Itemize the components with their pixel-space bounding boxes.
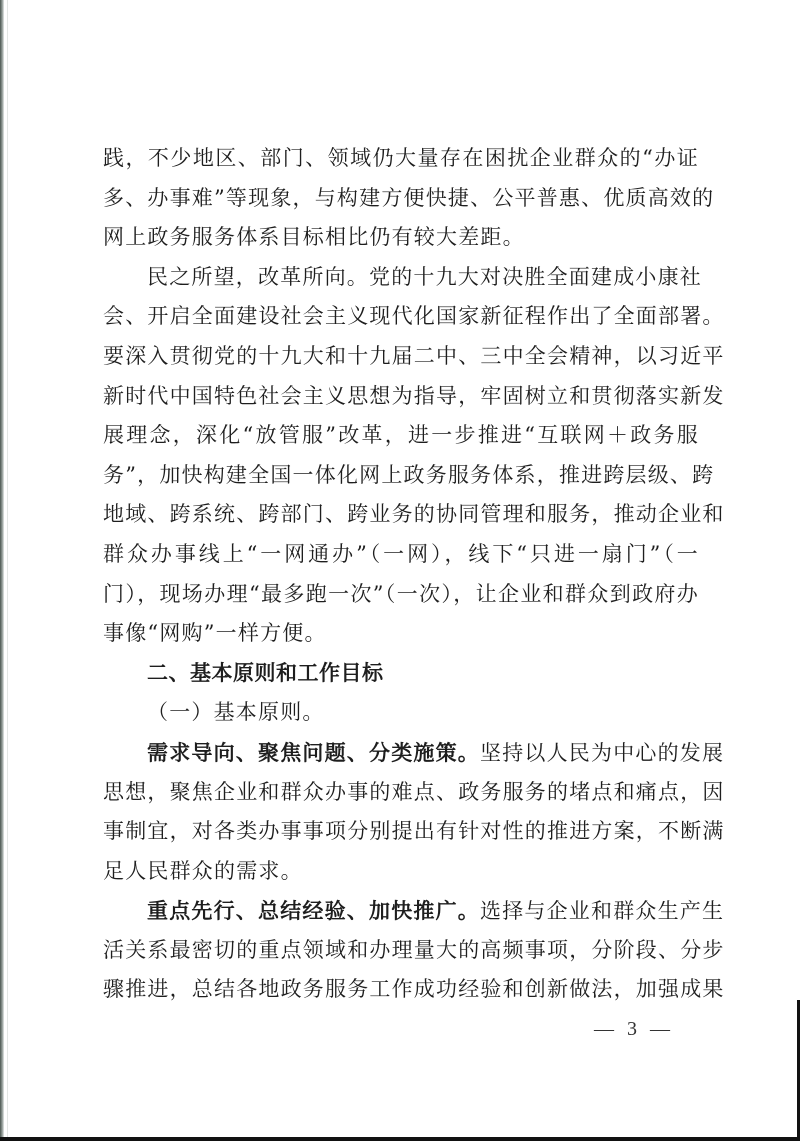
- scan-left-edge: [0, 0, 4, 1141]
- text-line: 民之所望，改革所向。党的十九大对决胜全面建成小康社: [147, 264, 702, 289]
- document-page: [103, 139, 725, 1010]
- text-line: 足人民群众的需求。: [103, 858, 303, 883]
- scan-left-line: [7, 0, 8, 1141]
- text-line: 思想，聚焦企业和群众办事的难点、政务服务的堵点和痛点，因: [103, 779, 725, 804]
- principle-lead: 需求导向、聚焦问题、分类施策。: [147, 739, 480, 765]
- text-line: 活关系最密切的重点领域和办理量大的高频事项，分阶段、分步: [103, 937, 725, 962]
- text-line: [103, 733, 725, 773]
- text-line: [103, 891, 725, 931]
- subsection-heading: （一）基本原则。: [147, 700, 325, 725]
- paragraph-reform: [103, 258, 725, 654]
- text-line: 网上政务服务体系目标相比仍有较大差距。: [103, 225, 525, 250]
- text-line: 务”，加快构建全国一体化网上政务服务体系，推进跨层级、跨: [103, 462, 715, 487]
- principle-key-first: [103, 891, 725, 1010]
- section-heading: 二、基本原则和工作目标: [147, 660, 384, 685]
- text-line: 事制宜，对各类办事事项分别提出有针对性的推进方案，不断满: [103, 819, 725, 844]
- principle-demand-oriented: [103, 733, 725, 891]
- principle-text: 坚持以人民为中心的发展: [480, 740, 725, 765]
- text-line: 践，不少地区、部门、领域仍大量存在困扰企业群众的“办证: [103, 146, 699, 170]
- text-line: 地域、跨系统、跨部门、跨业务的协同管理和服务，推动企业和: [103, 502, 725, 527]
- text-line: 群众办事线上“一网通办”（一网），线下“只进一扇门”（一: [103, 541, 699, 566]
- principle-text: 选择与企业和群众生产生: [480, 899, 725, 924]
- text-line: 骤推进，总结各地政务服务工作成功经验和创新做法，加强成果: [103, 977, 725, 1002]
- text-line: 要深入贯彻党的十九大和十九届二中、三中全会精神，以习近平: [103, 343, 725, 368]
- text-line: 门），现场办理“最多跑一次”（一次），让企业和群众到政府办: [103, 581, 699, 606]
- page-number: — 3 —: [594, 1018, 674, 1040]
- scan-bottom-edge: [0, 1137, 800, 1141]
- text-line: 展理念，深化“放管服”改革，进一步推进“互联网＋政务服: [103, 423, 699, 448]
- text-line: 新时代中国特色社会主义思想为指导，牢固树立和贯彻落实新发: [103, 383, 725, 408]
- paragraph-continued: [103, 139, 715, 258]
- text-line: 事像“网购”一样方便。: [103, 621, 327, 646]
- text-line: 会、开启全面建设社会主义现代化国家新征程作出了全面部署。: [103, 304, 725, 329]
- principle-lead: 重点先行、总结经验、加快推广。: [147, 898, 480, 924]
- text-line: 多、办事难”等现象，与构建方便快捷、公平普惠、优质高效的: [103, 185, 715, 210]
